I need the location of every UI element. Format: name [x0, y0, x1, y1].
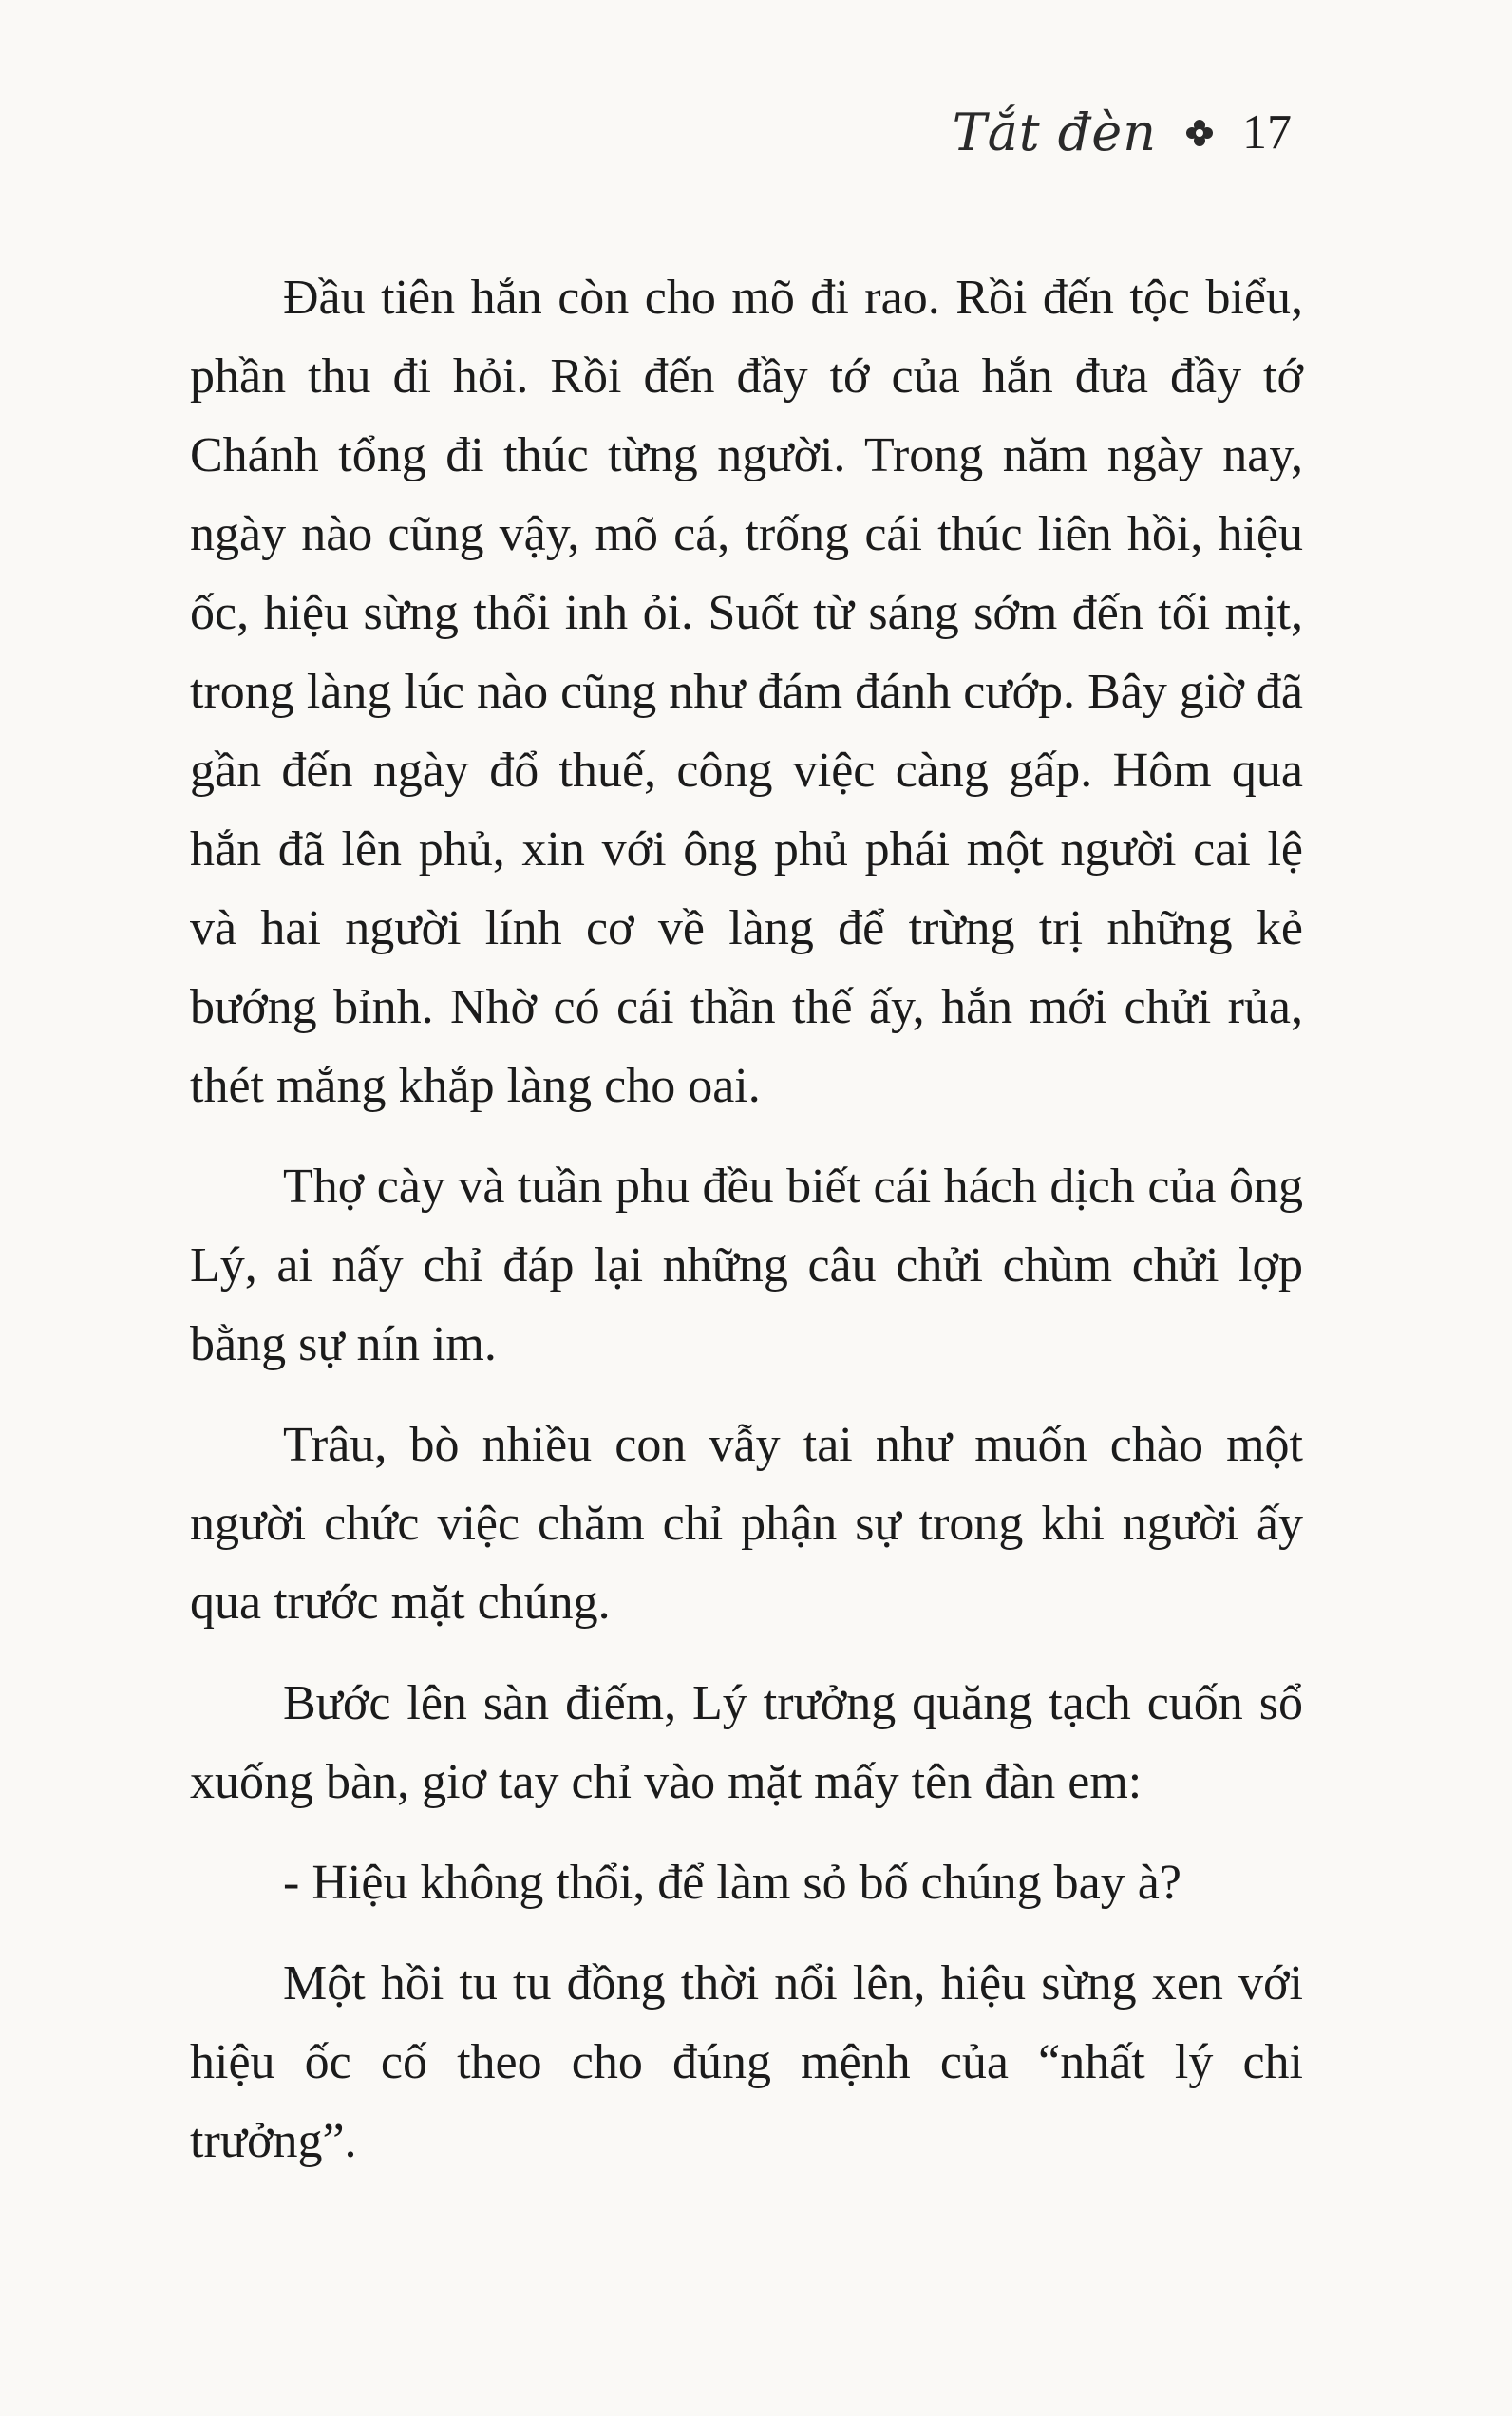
running-title: Tắt đèn — [952, 103, 1157, 162]
paragraph-4: Bước lên sàn điếm, Lý trưởng quăng tạch cuốn sổ xuống bàn, giơ tay chỉ vào mặt mấy tên đàn em: — [190, 1676, 1303, 1809]
paragraph-6: Một hồi tu tu đồng thời nổi lên, hiệu sừng xen với hiệu ốc cố theo cho đúng mệnh của “nhất lý chi trưởng”. — [190, 1956, 1303, 2168]
paragraph-2: Thợ cày và tuần phu đều biết cái hách dịch của ông Lý, ai nấy chỉ đáp lại những câu chửi chùm chửi lợp bằng sự nín im. — [190, 1160, 1303, 1371]
flower-icon — [1185, 119, 1214, 147]
body-text — [190, 258, 1303, 2202]
dialogue-line: - Hiệu không thổi, để làm sỏ bố chúng bay à? — [283, 1856, 1181, 1910]
running-header — [953, 103, 1292, 162]
page-number: 17 — [1242, 105, 1292, 160]
paragraph-3: Trâu, bò nhiều con vẫy tai như muốn chào một người chức việc chăm chỉ phận sự trong khi người ấy qua trước mặt chúng. — [190, 1418, 1303, 1630]
paragraph-1: Đầu tiên hắn còn cho mõ đi rao. Rồi đến tộc biểu, phần thu đi hỏi. Rồi đến đầy tớ của hắn đưa đầy tớ Chánh tổng đi thúc từng người. Trong năm ngày nay, ngày nào cũng vậy, mõ cá, trống cái thúc liên hồi, hiệu ốc, hiệu sừng thổi inh ỏi. Suốt từ sáng sớm đến tối mịt, trong làng lúc nào cũng như đám đánh cướp. Bây giờ đã gần đến ngày đổ thuế, công việc càng gấp. Hôm qua hắn đã lên phủ, xin với ông phủ phái một người cai lệ và hai người lính cơ về làng để trừng trị những kẻ bướng bỉnh. Nhờ có cái thần thế ấy, hắn mới chửi rủa, thét mắng khắp làng cho oai. — [190, 271, 1303, 1113]
